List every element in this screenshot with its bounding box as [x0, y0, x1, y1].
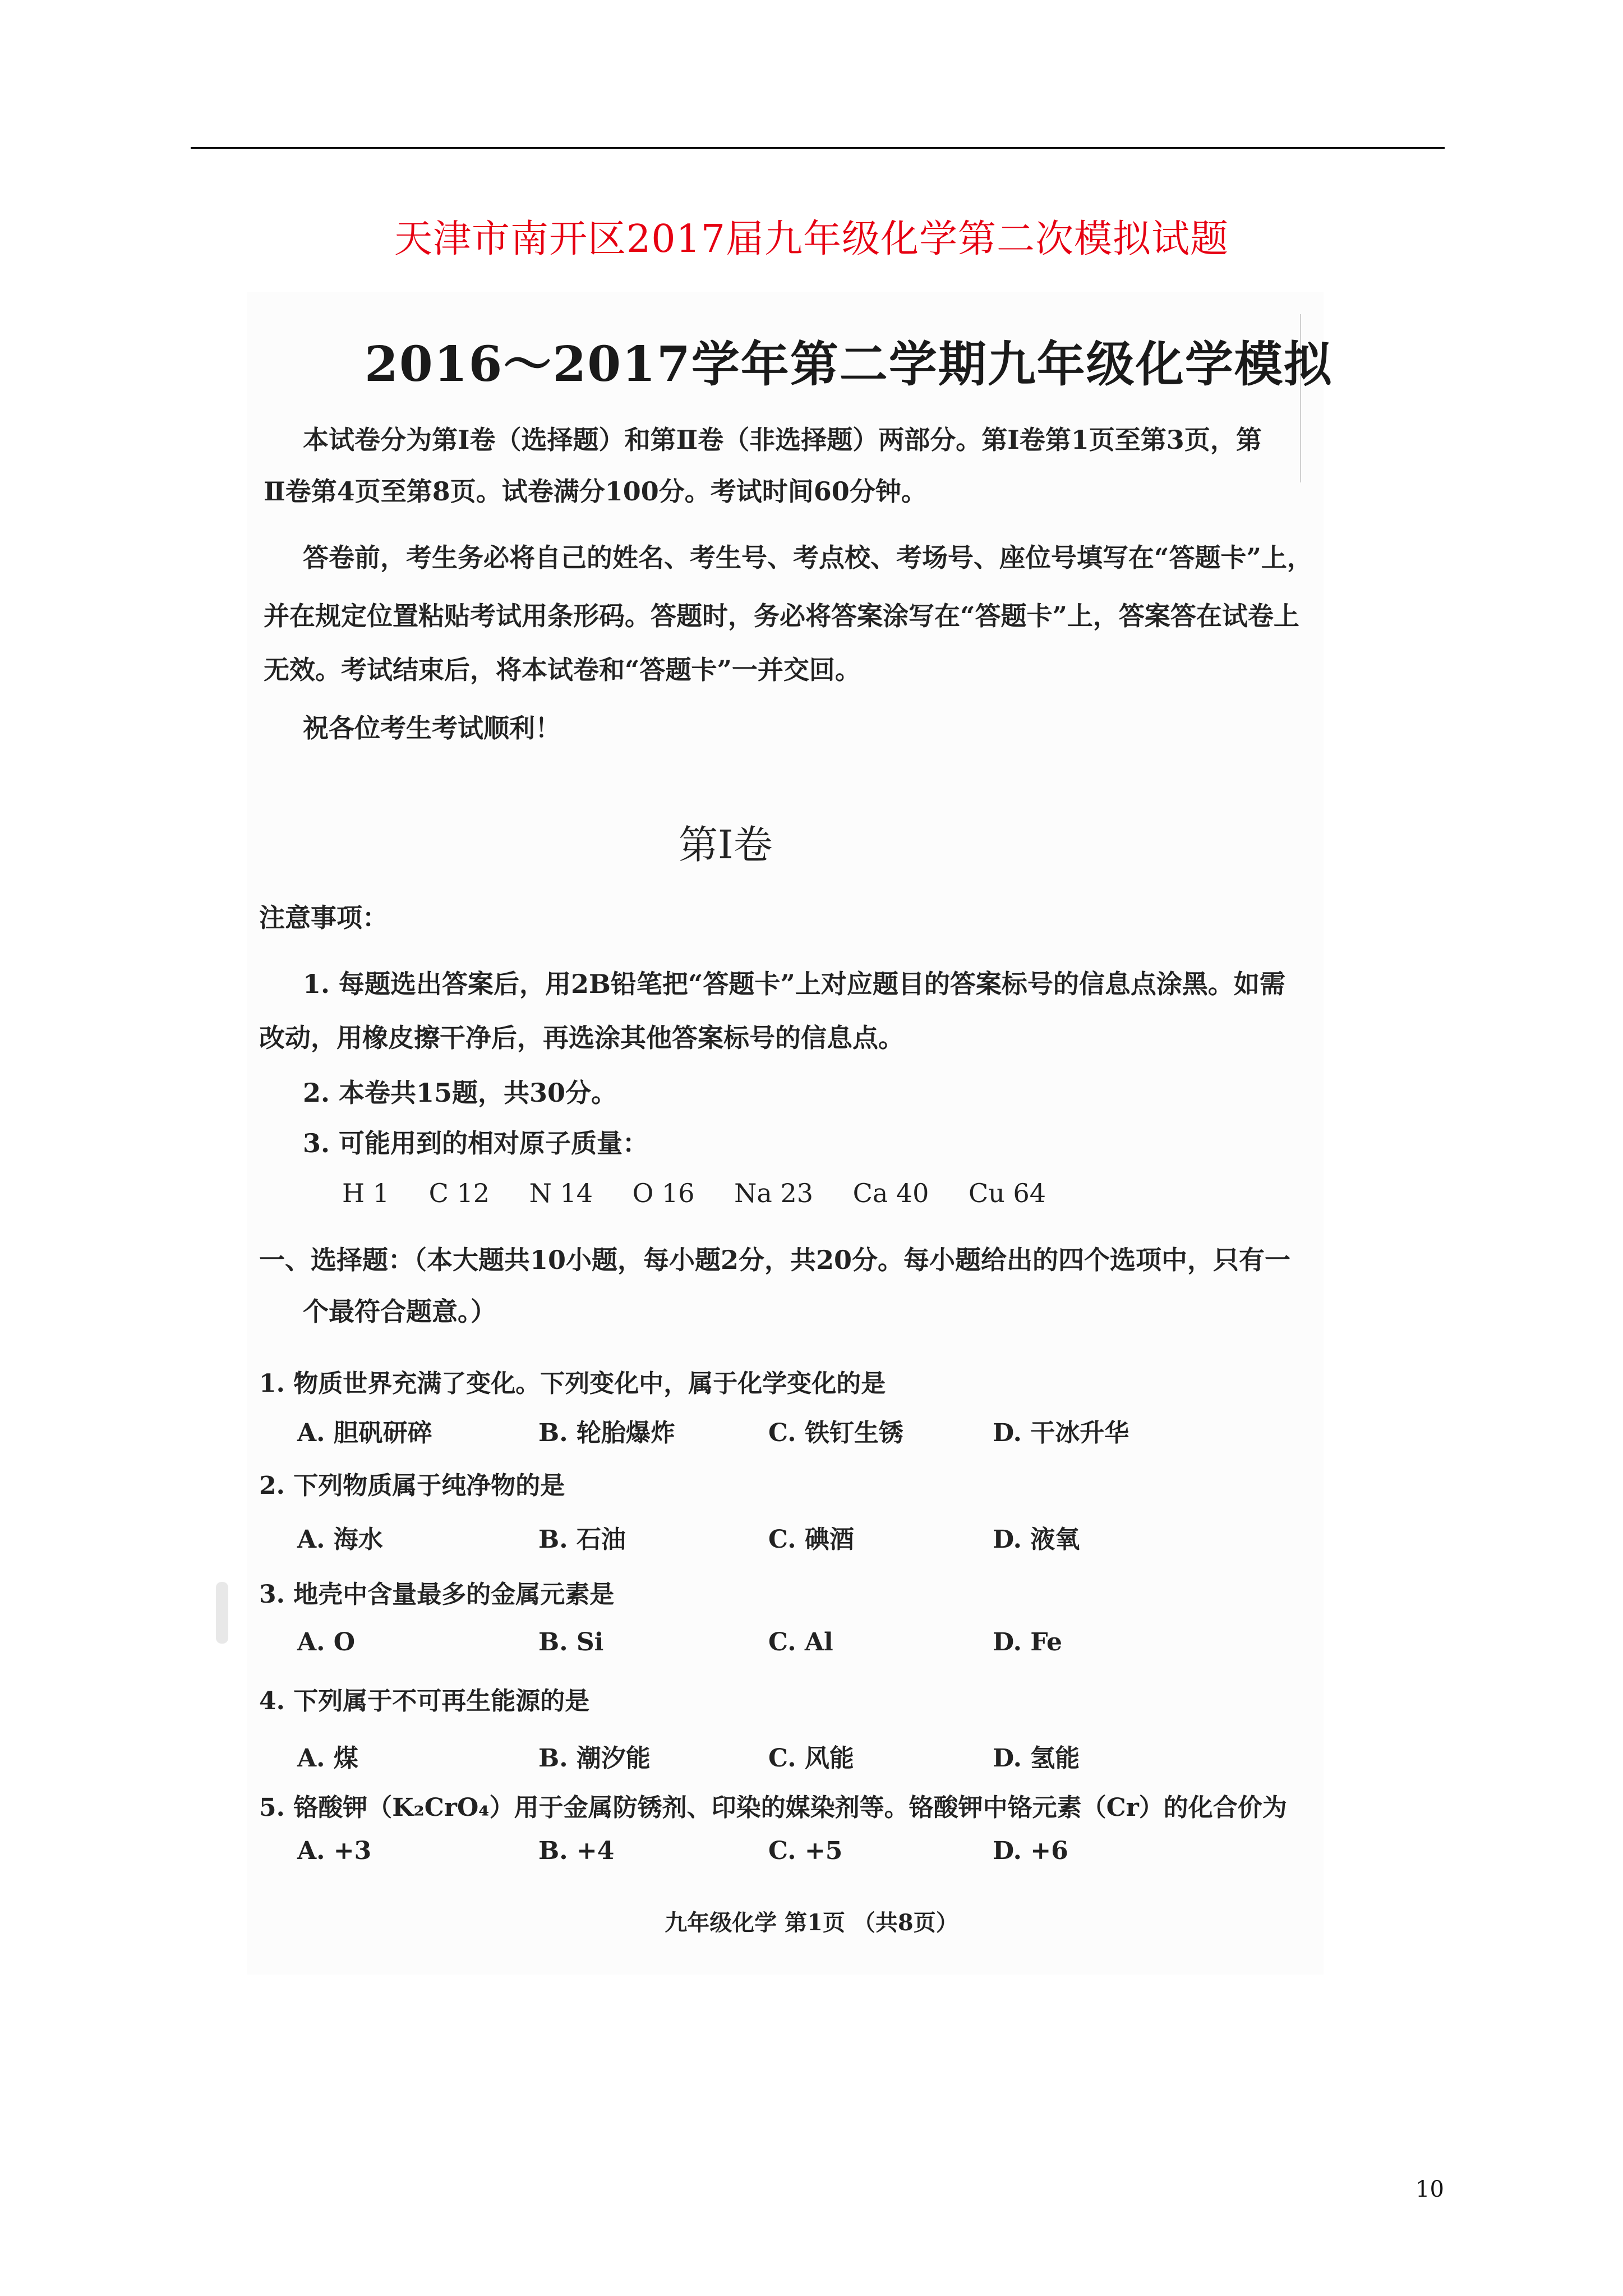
option-d: D. 氢能: [993, 1744, 1080, 1773]
question-options: [297, 1628, 1195, 1662]
option-c: C. Al: [768, 1628, 833, 1657]
exam-title: 2016～2017学年第二学期九年级化学模拟: [365, 336, 1333, 393]
intro-line-3: 答卷前，考生务必将自己的姓名、考生号、考点校、考场号、座位号填写在“答题卡”上，: [303, 542, 1313, 573]
option-c: C. 铁钉生锈: [768, 1419, 903, 1447]
atomic-mass: Ca 40: [852, 1178, 929, 1208]
question-options: [297, 1519, 1195, 1553]
option-b: B. 潮汐能: [538, 1744, 651, 1773]
option-d: D. 干冰升华: [993, 1419, 1129, 1447]
option-d: D. 液氧: [993, 1525, 1080, 1554]
intro-line-1: 本试卷分为第Ⅰ卷（选择题）和第Ⅱ卷（非选择题）两部分。第Ⅰ卷第1页至第3页，第: [303, 425, 1262, 455]
header-rule: [191, 147, 1445, 149]
option-a: A. +3: [297, 1837, 372, 1865]
scan-page-footer: 九年级化学 第1页 （共8页）: [665, 1910, 958, 1936]
question-options: [297, 1837, 1195, 1870]
intro-line-4: 并在规定位置粘贴考试用条形码。答题时，务必将答案涂写在“答题卡”上，答案答在试卷上: [264, 601, 1299, 631]
option-b: B. 轮胎爆炸: [538, 1419, 675, 1447]
atomic-mass: C 12: [428, 1178, 490, 1208]
section-title: 第Ⅰ卷: [679, 822, 773, 868]
question-stem: 4. 下列属于不可再生能源的是: [259, 1687, 590, 1715]
atomic-masses: [342, 1178, 1077, 1208]
note-item-2: 2. 本卷共15题，共30分。: [303, 1078, 617, 1108]
option-b: B. +4: [538, 1837, 615, 1865]
option-c: C. +5: [768, 1837, 843, 1865]
question-options: [297, 1412, 1195, 1446]
option-a: A. O: [297, 1628, 356, 1657]
option-a: A. 海水: [297, 1525, 383, 1554]
option-d: D. Fe: [993, 1628, 1063, 1657]
part1-instructions-1: 一、选择题：（本大题共10小题，每小题2分，共20分。每小题给出的四个选项中，只有一: [259, 1245, 1291, 1275]
atomic-mass: Na 23: [734, 1178, 813, 1208]
option-b: B. Si: [538, 1628, 604, 1657]
note-item-3: 3. 可能用到的相对原子质量：: [303, 1128, 649, 1158]
option-a: A. 胆矾研碎: [297, 1419, 432, 1447]
intro-line-2: Ⅱ卷第4页至第8页。试卷满分100分。考试时间60分钟。: [264, 476, 927, 507]
page-number: 10: [1415, 2177, 1444, 2202]
option-c: C. 碘酒: [768, 1525, 854, 1554]
question-stem: 5. 铬酸钾（K₂CrO₄）用于金属防锈剂、印染的媒染剂等。铬酸钾中铬元素（Cr）的化合价为: [259, 1793, 1287, 1822]
note-item-1a: 1. 每题选出答案后，用2B铅笔把“答题卡”上对应题目的答案标号的信息点涂黑。如需: [303, 969, 1285, 999]
question-stem: 1. 物质世界充满了变化。下列变化中，属于化学变化的是: [259, 1369, 886, 1398]
question-stem: 2. 下列物质属于纯净物的是: [259, 1471, 565, 1500]
notes-heading: 注意事项：: [259, 903, 388, 933]
option-c: C. 风能: [768, 1744, 854, 1773]
atomic-mass: H 1: [342, 1178, 390, 1208]
atomic-mass: O 16: [632, 1178, 695, 1208]
option-a: A. 煤: [297, 1744, 358, 1773]
atomic-mass: Cu 64: [969, 1178, 1046, 1208]
atomic-mass: N 14: [529, 1178, 593, 1208]
option-d: D. +6: [993, 1837, 1068, 1865]
note-item-1b: 改动，用橡皮擦干净后，再选涂其他答案标号的信息点。: [259, 1023, 904, 1053]
intro-line-6: 祝各位考生考试顺利！: [303, 713, 561, 743]
scan-smudge: [216, 1582, 228, 1644]
part1-instructions-2: 个最符合题意。）: [303, 1296, 496, 1327]
question-stem: 3. 地壳中含量最多的金属元素是: [259, 1580, 615, 1609]
intro-line-5: 无效。考试结束后，将本试卷和“答题卡”一并交回。: [264, 655, 861, 685]
document-title: 天津市南开区2017届九年级化学第二次模拟试题: [394, 217, 1229, 261]
option-b: B. 石油: [538, 1525, 626, 1554]
question-options: [297, 1738, 1195, 1772]
